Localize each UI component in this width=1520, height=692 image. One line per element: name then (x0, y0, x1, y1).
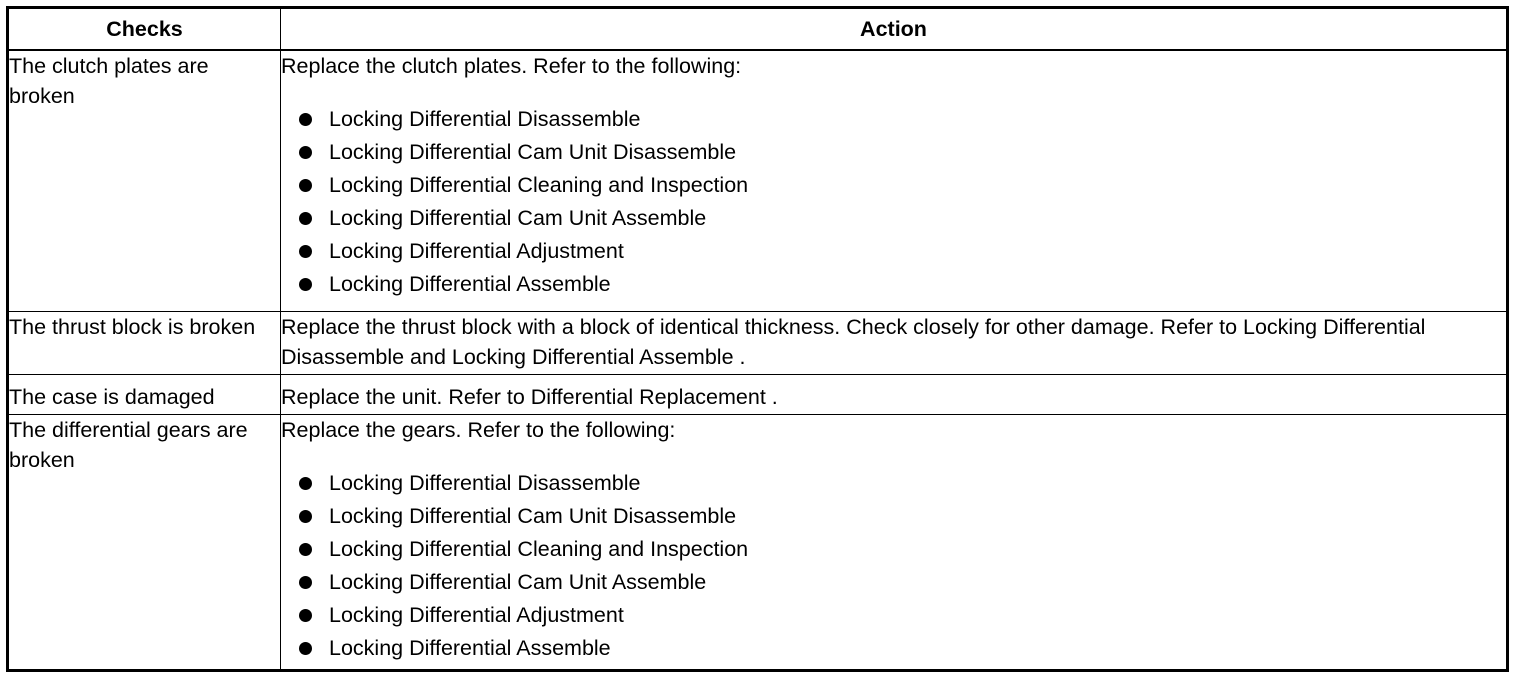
procedure-link[interactable]: Locking Differential Cleaning and Inspection (281, 169, 1506, 202)
procedure-link[interactable]: Locking Differential Assemble (281, 268, 1506, 301)
procedure-link[interactable]: Locking Differential Disassemble (281, 103, 1506, 136)
check-cell: The differential gears are broken (8, 415, 281, 671)
procedure-link[interactable]: Locking Differential Cam Unit Assemble (281, 566, 1506, 599)
action-cell: Replace the unit. Refer to Differential Replacement . (281, 375, 1508, 415)
procedure-list (281, 103, 1506, 301)
action-cell (281, 415, 1508, 671)
check-cell: The thrust block is broken (8, 312, 281, 375)
diagnostic-table (6, 6, 1509, 672)
check-cell: The clutch plates are broken (8, 50, 281, 312)
procedure-link[interactable]: Locking Differential Disassemble (281, 467, 1506, 500)
header-row (8, 8, 1508, 51)
table-row (8, 312, 1508, 375)
procedure-link[interactable]: Locking Differential Cam Unit Disassemble (281, 500, 1506, 533)
table-row (8, 415, 1508, 671)
check-cell: The case is damaged (8, 375, 281, 415)
procedure-list (281, 467, 1506, 665)
procedure-link[interactable]: Locking Differential Assemble (281, 632, 1506, 665)
header-checks: Checks (8, 8, 281, 51)
header-action: Action (281, 8, 1508, 51)
action-cell: Replace the thrust block with a block of identical thickness. Check closely for other damage. Refer to Locking Differential Disassemble and Locking Differential Assemble . (281, 312, 1508, 375)
diagnostic-table-container (6, 6, 1506, 686)
action-text: Replace the clutch plates. Refer to the following: (281, 54, 742, 78)
procedure-link[interactable]: Locking Differential Cam Unit Disassemble (281, 136, 1506, 169)
action-cell (281, 50, 1508, 312)
procedure-link[interactable]: Locking Differential Cleaning and Inspection (281, 533, 1506, 566)
procedure-link[interactable]: Locking Differential Adjustment (281, 235, 1506, 268)
table-row (8, 50, 1508, 312)
table-row (8, 375, 1508, 415)
action-text: Replace the gears. Refer to the following: (281, 418, 676, 442)
procedure-link[interactable]: Locking Differential Adjustment (281, 599, 1506, 632)
procedure-link[interactable]: Locking Differential Cam Unit Assemble (281, 202, 1506, 235)
